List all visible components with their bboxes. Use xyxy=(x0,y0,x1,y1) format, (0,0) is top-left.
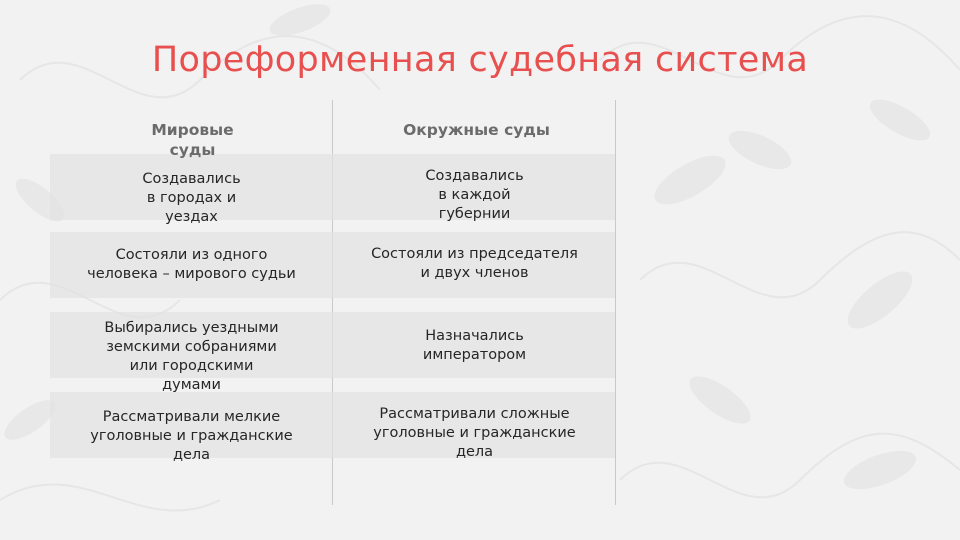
column-header-district-courts: Окружные суды xyxy=(403,121,550,139)
table-cell: Состояли из одного человека – мирового судьи xyxy=(87,247,296,282)
table-cell: Состояли из председателя и двух членов xyxy=(371,246,578,281)
table-cell: Создавались в каждой губернии xyxy=(425,168,524,222)
slide-title: Пореформенная судебная система xyxy=(151,40,809,80)
table-cell: Рассматривали сложные уголовные и гражданские дела xyxy=(373,406,576,460)
table-cell: Назначались императором xyxy=(422,328,527,363)
table-cell: Рассматривали мелкие уголовные и гражданские дела xyxy=(90,409,293,463)
column-header-world-courts: Мировые суды xyxy=(151,121,234,159)
table-right-border xyxy=(615,100,616,505)
table-cell: Создавались в городах и уездах xyxy=(142,171,241,225)
table-cell: Выбирались уездными земскими собраниями или городскими думами xyxy=(104,320,279,393)
